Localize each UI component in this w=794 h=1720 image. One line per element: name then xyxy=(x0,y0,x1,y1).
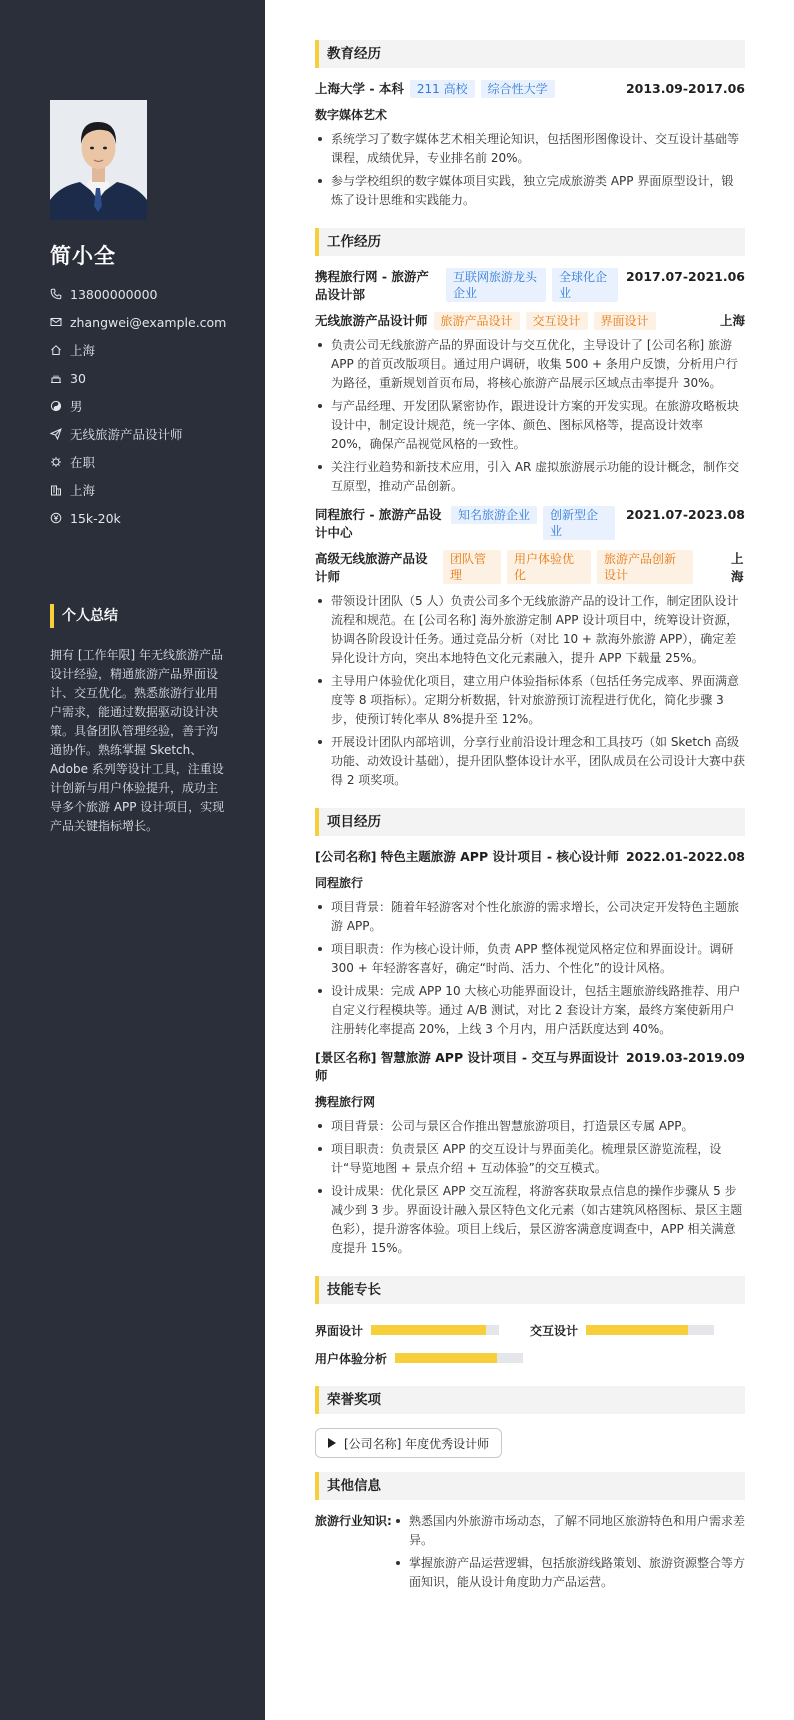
school-tag: 综合性大学 xyxy=(481,80,555,98)
list-item: 与产品经理、开发团队紧密协作，跟进设计方案的开发实现。在旅游攻略板块设计中，制定设计规范，统一字体、颜色、图标风格等，提高设计效率 20%，确保产品视觉风格的一致性。 xyxy=(315,397,745,454)
salary-icon xyxy=(50,512,62,524)
project-org: 同程旅行 xyxy=(315,876,364,890)
info-email xyxy=(50,308,260,336)
mail-icon xyxy=(50,316,62,328)
list-item: 项目背景：随着年轻游客对个性化旅游的需求增长，公司决定开发特色主题旅游 APP。 xyxy=(315,898,745,936)
job-role-row xyxy=(315,550,745,586)
project-header xyxy=(315,848,745,866)
list-item: 开展设计团队内部培训，分享行业前沿设计理念和工具技巧（如 Sketch 高级功能、动效设计基础），提升团队整体设计水平，团队成员在公司设计大赛中获得 2 项奖项。 xyxy=(315,733,745,790)
project-header xyxy=(315,1049,745,1085)
project-name: [公司名称] 特色主题旅游 APP 设计项目 - 核心设计师 xyxy=(315,849,619,864)
skill-name: 界面设计 xyxy=(315,1323,364,1338)
info-position xyxy=(50,420,260,448)
project-org: 携程旅行网 xyxy=(315,1095,376,1109)
education-bullets xyxy=(315,130,745,210)
company-tag: 创新型企业 xyxy=(543,506,615,540)
send-icon xyxy=(50,428,62,440)
company-tag: 知名旅游企业 xyxy=(451,506,537,524)
job-role: 无线旅游产品设计师 xyxy=(315,313,428,328)
skill-bar xyxy=(395,1353,523,1363)
gender-icon xyxy=(50,400,62,412)
list-item: 熟悉国内外旅游市场动态，了解不同地区旅游特色和用户需求差异。 xyxy=(393,1512,745,1550)
project-date: 2019.03-2019.09 xyxy=(625,1050,745,1065)
education-date: 2013.09-2017.06 xyxy=(625,81,745,96)
age-text: 30 xyxy=(70,370,86,386)
awards-section xyxy=(315,1386,745,1458)
summary-text: 拥有 [工作年限] 年无线旅游产品设计经验，精通旅游产品界面设计、交互优化。熟悉旅游行业用户需求，能通过数据驱动设计决策。具备团队管理经验，善于沟通协作。熟练掌握 Sketch、Adobe 系列等设计工具，注重设计创新与用户体验提升，成功主导多个旅游 APP 设计项目，实现产品关键指标增长。 xyxy=(50,648,225,833)
job-bullets xyxy=(315,336,745,496)
job-date: 2017.07-2021.06 xyxy=(625,269,745,284)
skill-bar-fill xyxy=(395,1353,497,1363)
award-item[interactable] xyxy=(315,1428,502,1458)
skill-bar xyxy=(371,1325,499,1335)
info-phone xyxy=(50,280,260,308)
phone-icon xyxy=(50,288,62,300)
project-date: 2022.01-2022.08 xyxy=(625,849,745,864)
project-name: [景区名称] 智慧旅游 APP 设计项目 - 交互与界面设计师 xyxy=(315,1050,619,1083)
job-company: 同程旅行 - 旅游产品设计中心 xyxy=(315,507,442,540)
role-tag: 旅游产品创新设计 xyxy=(597,550,693,584)
sidebar xyxy=(0,0,265,1720)
status-icon xyxy=(50,456,62,468)
info-salary xyxy=(50,504,260,532)
list-item: 关注行业趋势和新技术应用，引入 AR 虚拟旅游展示功能的设计概念，制作交互原型，推动产品创新。 xyxy=(315,458,745,496)
projects-title: 项目经历 xyxy=(315,808,745,836)
city-text: 上海 xyxy=(70,483,96,498)
job-role: 高级无线旅游产品设计师 xyxy=(315,551,428,584)
job-location: 上海 xyxy=(731,551,744,584)
age-icon xyxy=(50,372,62,384)
work-section xyxy=(315,228,745,790)
skill-bar xyxy=(586,1325,714,1335)
position-text: 无线旅游产品设计师 xyxy=(70,427,183,442)
awards-title: 荣誉奖项 xyxy=(315,1386,745,1414)
project-item xyxy=(315,848,745,1039)
gender-text: 男 xyxy=(70,399,83,414)
list-item: 带领设计团队（5 人）负责公司多个无线旅游产品的设计工作，制定团队设计流程和规范。在 [公司名称] 海外旅游定制 APP 设计项目中，统筹设计资源，协调各阶段设计任务。通过竞品分析（对比 10 + 款海外旅游 APP），确定差异化设计方向，突出本地特色文化元素融入，提升 APP 下载量 25%。 xyxy=(315,592,745,668)
email-text: zhangwei@example.com xyxy=(70,314,227,330)
info-gender xyxy=(50,392,260,420)
role-tag: 界面设计 xyxy=(594,312,656,330)
candidate-name: 简小全 xyxy=(50,244,116,268)
skill-name: 用户体验分析 xyxy=(315,1351,388,1366)
contact-info xyxy=(50,280,260,532)
profile-photo xyxy=(50,100,147,220)
role-tag: 用户体验优化 xyxy=(507,550,591,584)
job-role-row xyxy=(315,312,745,330)
skills-list xyxy=(315,1316,745,1372)
home-icon xyxy=(50,344,62,356)
skill-item xyxy=(315,1344,530,1372)
job-item xyxy=(315,506,745,790)
info-age xyxy=(50,364,260,392)
skill-bar-fill xyxy=(371,1325,486,1335)
project-item xyxy=(315,1049,745,1258)
project-bullets xyxy=(315,1117,745,1258)
job-header xyxy=(315,506,745,542)
skills-section xyxy=(315,1276,745,1372)
role-tag: 交互设计 xyxy=(526,312,588,330)
other-bullets xyxy=(393,1512,745,1596)
work-title: 工作经历 xyxy=(315,228,745,256)
education-major: 数字媒体艺术 xyxy=(315,108,388,122)
home-text: 上海 xyxy=(70,343,96,358)
main-content xyxy=(315,40,745,1596)
list-item: 负责公司无线旅游产品的界面设计与交互优化，主导设计了 [公司名称] 旅游 APP 的首页改版项目。通过用户调研，收集 500 + 条用户反馈，分析用户行为路径，重新规划首页布局，将核心旅游产品展示区域点击率提升 30%。 xyxy=(315,336,745,393)
skill-name: 交互设计 xyxy=(530,1323,579,1338)
other-label: 旅游行业知识: xyxy=(315,1514,392,1528)
avatar xyxy=(50,100,147,220)
job-bullets xyxy=(315,592,745,790)
play-icon xyxy=(328,1438,336,1448)
list-item: 设计成果：完成 APP 10 大核心功能界面设计，包括主题旅游线路推荐、用户自定义行程模块等。通过 A/B 测试，对比 2 套设计方案，最终方案使新用户注册转化率提高 20%，上线 3 个月内，用户活跃度达到 40%。 xyxy=(315,982,745,1039)
job-location: 上海 xyxy=(719,313,745,328)
job-company: 携程旅行网 - 旅游产品设计部 xyxy=(315,269,429,302)
job-date: 2021.07-2023.08 xyxy=(625,507,745,522)
list-item: 项目背景：公司与景区合作推出智慧旅游项目，打造景区专属 APP。 xyxy=(315,1117,745,1136)
list-item: 设计成果：优化景区 APP 交互流程，将游客获取景点信息的操作步骤从 5 步减少到 3 步。界面设计融入景区特色文化元素（如古建筑风格图标、景区主题色彩），提升游客体验。项目上线后，景区游客满意度调查中，APP 相关满意度提升 15%。 xyxy=(315,1182,745,1258)
list-item: 主导用户体验优化项目，建立用户体验指标体系（包括任务完成率、界面满意度等 8 项指标）。定期分析数据，针对旅游预订流程进行优化，简化步骤 3 步，使预订转化率从 8%提升至 12%。 xyxy=(315,672,745,729)
projects-section xyxy=(315,808,745,1258)
phone-text: 13800000000 xyxy=(70,286,158,302)
info-city xyxy=(50,476,260,504)
list-item: 系统学习了数字媒体艺术相关理论知识，包括图形图像设计、交互设计基础等课程，成绩优异，专业排名前 20%。 xyxy=(315,130,745,168)
info-home xyxy=(50,336,260,364)
award-text: [公司名称] 年度优秀设计师 xyxy=(344,1436,490,1451)
skill-bar-fill xyxy=(586,1325,688,1335)
education-title: 教育经历 xyxy=(315,40,745,68)
job-item xyxy=(315,268,745,496)
city-icon xyxy=(50,484,62,496)
skills-title: 技能专长 xyxy=(315,1276,745,1304)
education-header xyxy=(315,80,745,98)
role-tag: 旅游产品设计 xyxy=(434,312,520,330)
skill-item xyxy=(315,1316,530,1344)
role-tag: 团队管理 xyxy=(443,550,501,584)
company-tag: 全球化企业 xyxy=(552,268,618,302)
list-item: 项目职责：作为核心设计师，负责 APP 整体视觉风格定位和界面设计。调研 300 + 年轻游客喜好，确定“时尚、活力、个性化”的设计风格。 xyxy=(315,940,745,978)
other-row xyxy=(315,1512,745,1596)
job-header xyxy=(315,268,745,304)
salary-text: 15k-20k xyxy=(70,510,121,526)
list-item: 项目职责：负责景区 APP 的交互设计与界面美化。梳理景区游览流程，设计“导览地图 + 景点介绍 + 互动体验”的交互模式。 xyxy=(315,1140,745,1178)
school-name: 上海大学 - 本科 xyxy=(315,81,404,96)
info-status xyxy=(50,448,260,476)
company-tag: 互联网旅游龙头企业 xyxy=(446,268,546,302)
other-section xyxy=(315,1472,745,1596)
list-item: 参与学校组织的数字媒体项目实践，独立完成旅游类 APP 界面原型设计，锻炼了设计思维和实践能力。 xyxy=(315,172,745,210)
education-section xyxy=(315,40,745,210)
skill-item xyxy=(530,1316,745,1344)
summary-title: 个人总结 xyxy=(50,604,118,628)
other-title: 其他信息 xyxy=(315,1472,745,1500)
school-tag: 211 高校 xyxy=(410,80,475,98)
list-item: 掌握旅游产品运营逻辑，包括旅游线路策划、旅游资源整合等方面知识，能从设计角度助力产品运营。 xyxy=(393,1554,745,1592)
status-text: 在职 xyxy=(70,455,96,470)
project-bullets xyxy=(315,898,745,1039)
